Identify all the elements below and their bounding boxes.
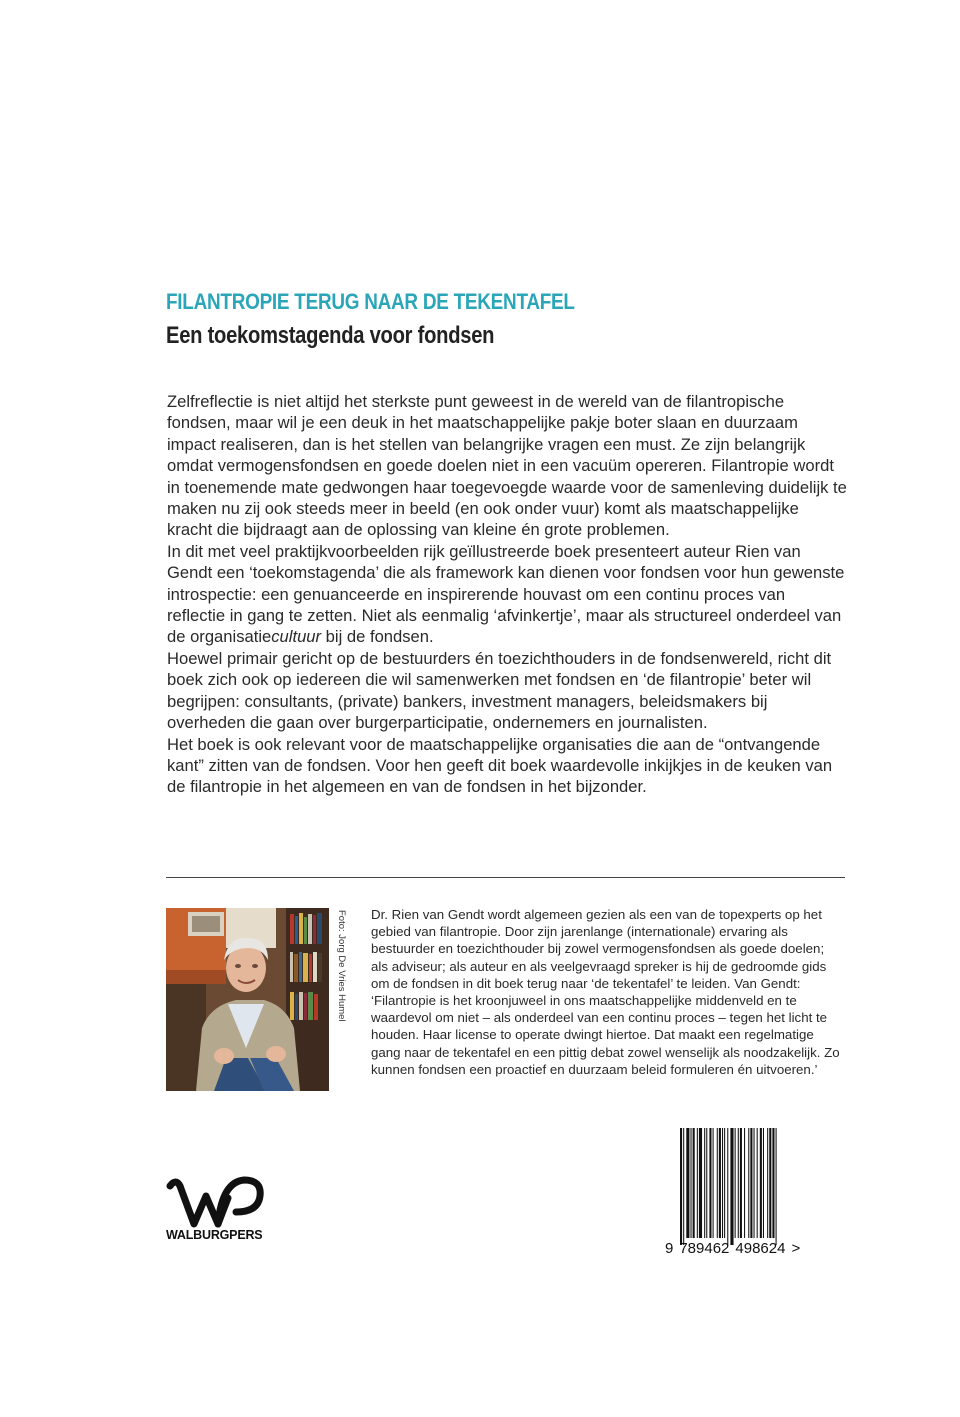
barcode-bar bbox=[740, 1128, 742, 1238]
blurb-paragraph-4: Het boek is ook relevant voor de maatschappelijke organisaties die aan de “ontvangende kant” zitten van de fondsen. Voor hen geeft dit boek waardevolle inkijkjes in de keuken van de filantropie in het algemeen en van de fondsen in het bijzonder. bbox=[167, 734, 833, 797]
barcode-bar bbox=[748, 1128, 749, 1238]
barcode-bar bbox=[750, 1128, 752, 1238]
isbn-group-2: 498624 bbox=[735, 1240, 786, 1257]
book-subtitle: Een toekomstagenda voor fondsen bbox=[166, 322, 495, 349]
section-divider bbox=[166, 877, 845, 878]
blurb-paragraph-1: Zelfreflectie is niet altijd het sterkste punt geweest in de wereld van de filantropische fondsen, maar wil je een deuk in het maatschappelijke pakje boter slaan en duurzaam impact realiseren, dan is het stellen van belangrijke vragen een must. Ze zijn belangrijk omdat vermogensfondsen en goede doelen niet in een vacuüm opereren. Filantropie wordt in toenemende mate gedwongen haar toegevoegde waarde voor de samenleving duidelijk te maken nu zij ook steeds meer in beeld (en ook onder vuur) komt als maatschappelijke kracht die bijdraagt aan de oplossing van kleine én grote problemen. bbox=[167, 392, 847, 540]
publisher-name: WALBURGPERS bbox=[166, 1228, 263, 1242]
barcode-bar bbox=[730, 1128, 733, 1245]
barcode-bar bbox=[735, 1128, 736, 1238]
barcode-bar bbox=[683, 1128, 684, 1245]
barcode-bar bbox=[763, 1128, 764, 1238]
barcode-bar bbox=[699, 1128, 702, 1238]
blurb-paragraph-2-text: In dit met veel praktijkvoorbeelden rijk geïllustreerde boek presenteert auteur Rien van Gendt een ‘toekomstagenda’ die als framework kan dienen voor fondsen voor hun gewenste introspectie: een genuanceerde en inspirerende houvast om een continu proces van reflectie in gang te zetten. Niet als eenmalig ‘afvinkertje’, maar als structureel onderdeel van de organisatie bbox=[167, 541, 845, 647]
isbn-barcode bbox=[678, 1128, 814, 1245]
barcode-bar bbox=[738, 1128, 739, 1238]
barcode-bar bbox=[722, 1128, 723, 1238]
barcode-bar bbox=[713, 1128, 714, 1238]
blurb bbox=[167, 391, 847, 798]
barcode-bar bbox=[754, 1128, 755, 1238]
barcode-bar bbox=[693, 1128, 695, 1238]
barcode-bar bbox=[776, 1128, 777, 1245]
blurb-paragraph-3: Hoewel primair gericht op de bestuurders én toezichthouders in de fondsenwereld, richt dit boek zich ook op iedereen die wil samenwerken met fondsen en ‘de filantropie’ beter wil begrijpen: consultants, (private) bankers, investment managers, beleidsmakers bij overheden die gaan over burgerparticipatie, ondernemers en journalisten. bbox=[167, 648, 832, 733]
barcode-bar bbox=[767, 1128, 768, 1238]
blurb-paragraph-2-italic: cultuur bbox=[271, 627, 322, 647]
author-photo-illustration bbox=[166, 908, 329, 1091]
barcode-bar bbox=[724, 1128, 725, 1238]
book-title: FILANTROPIE TERUG NAAR DE TEKENTAFEL bbox=[166, 289, 575, 314]
isbn-quiet-mark: > bbox=[791, 1240, 801, 1257]
barcode-bar bbox=[727, 1128, 728, 1245]
barcode-bar bbox=[717, 1128, 718, 1238]
barcode-bar bbox=[757, 1128, 758, 1238]
blurb-paragraph-2 bbox=[167, 541, 847, 648]
isbn-group-1: 789462 bbox=[679, 1240, 730, 1257]
barcode-bar bbox=[760, 1128, 762, 1238]
author-bio-text: Dr. Rien van Gendt wordt algemeen gezien als een van de topexperts op het gebied van filantropie. Door zijn jarenlange (internationale) ervaring als bestuurder en toezichthouder bij zowel vermogensfondsen als goede doelen; als adviseur; als auteur en als veelgevraagd spreker is hij de gedroomde gids om de fondsen in dit boek terug naar ‘de tekentafel’ te leiden. Van Gendt: ‘Filantropie is het kroonjuweel in ons maatschappelijke middenveld en te waardevol om niet – als onderdeel van een continu proces – tegen het licht te houden. Haar license to operate dwingt hiertoe. Dat maakt een regelmatige gang naar de tekentafel en een pittig debat zowel wenselijk als noodzakelijk. Zo kunnen fondsen een proactief en duurzaam beleid formuleren én uitvoeren.’ bbox=[371, 907, 840, 1077]
barcode-bar bbox=[769, 1128, 771, 1238]
barcode-bar bbox=[680, 1128, 682, 1245]
barcode-bar bbox=[719, 1128, 721, 1238]
author-photo bbox=[166, 908, 329, 1091]
barcode-bar bbox=[686, 1128, 689, 1238]
barcode-bar bbox=[744, 1128, 745, 1238]
barcode-bar bbox=[704, 1128, 705, 1238]
barcode-bar bbox=[697, 1128, 698, 1238]
barcode-bar bbox=[691, 1128, 692, 1238]
author-bio bbox=[371, 906, 841, 1078]
isbn-lead-digit: 9 bbox=[665, 1240, 674, 1257]
isbn-number bbox=[665, 1240, 800, 1257]
barcode-bar bbox=[706, 1128, 707, 1238]
photo-credit: Foto: Jorg De Vries Humel bbox=[336, 910, 347, 1022]
barcode-bar bbox=[772, 1128, 774, 1238]
blurb-paragraph-2-end: bij de fondsen. bbox=[321, 627, 434, 647]
barcode-bar bbox=[709, 1128, 711, 1238]
